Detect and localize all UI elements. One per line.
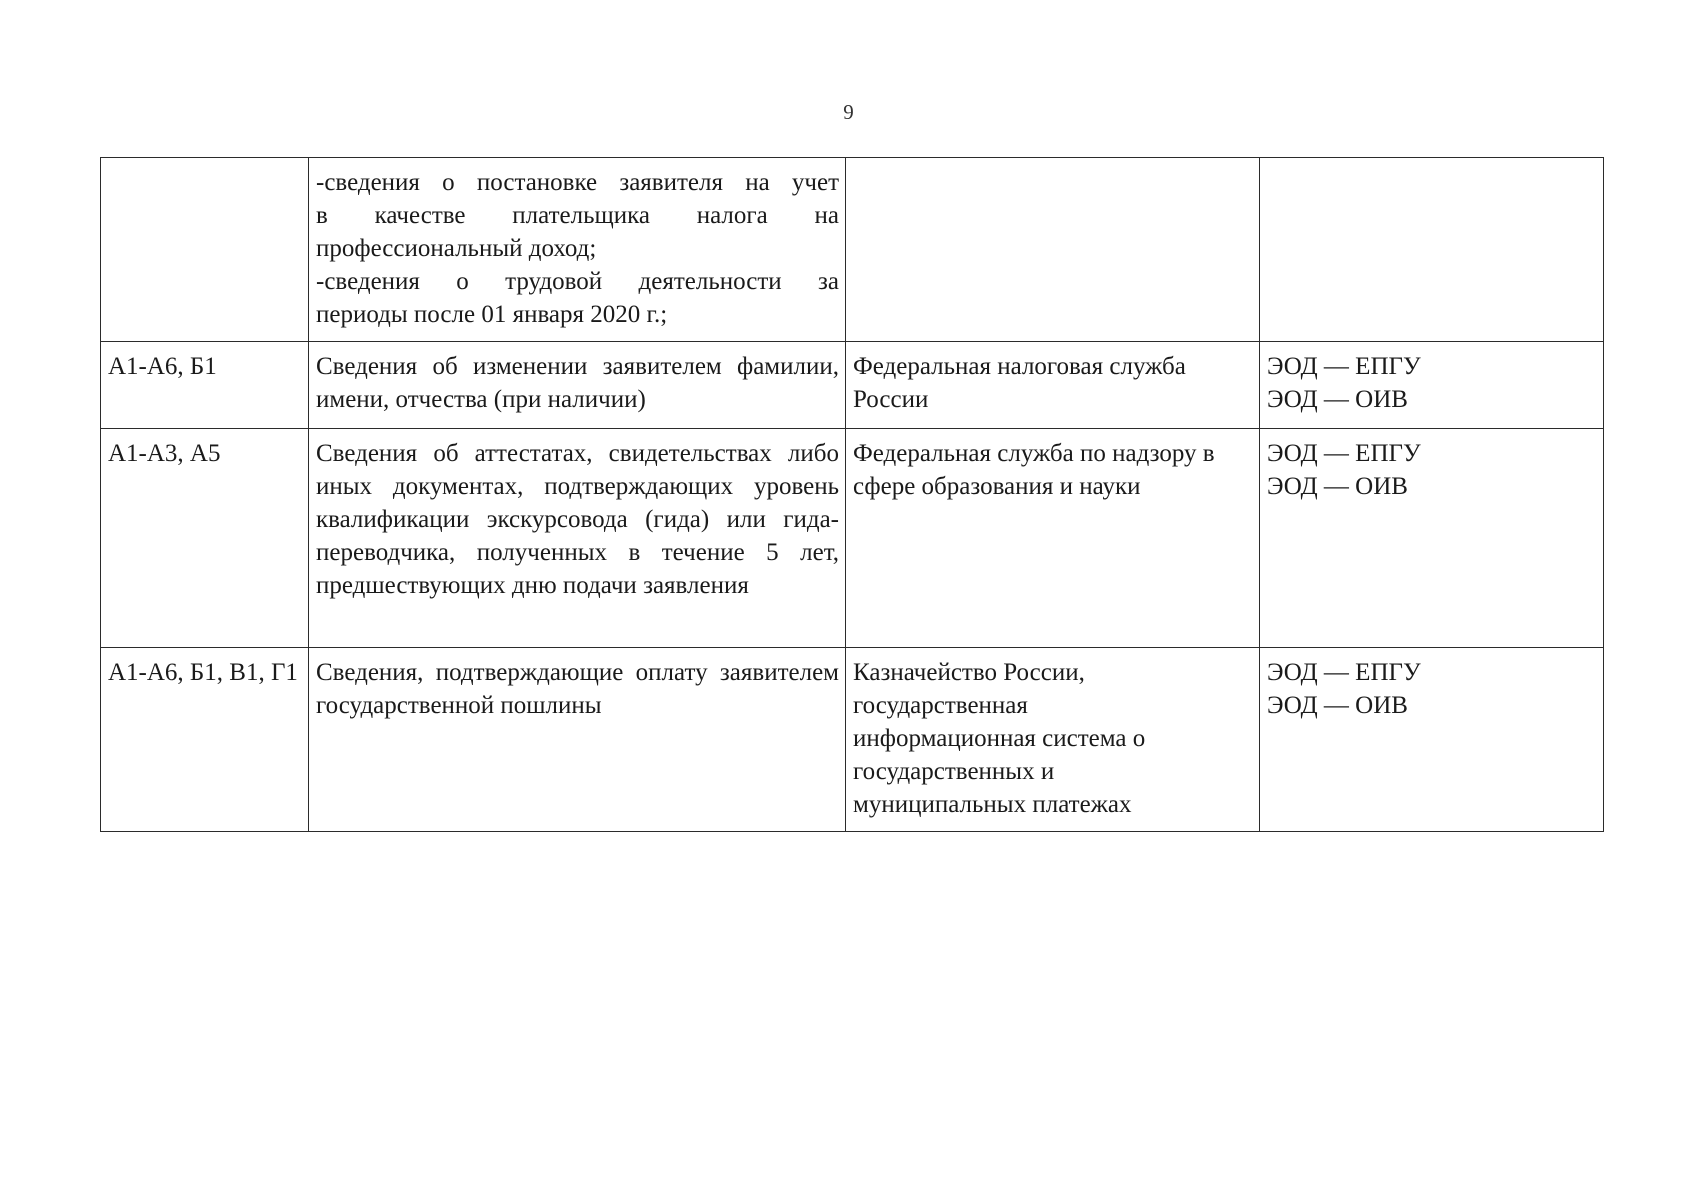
info-line: -сведения о трудовой деятельности за: [316, 268, 839, 295]
method-line: ЭОД — ЕПГУ: [1267, 659, 1421, 686]
method-line: ЭОД — ОИВ: [1267, 386, 1408, 413]
info-cell: Сведения об аттестатах, свидетельствах либо иных документах, подтверждающих уровень квалификации экскурсовода (гида) или гида-переводчика, полученных в течение 5 лет, предшествующих дню подачи заявления: [309, 429, 846, 648]
documents-table: [100, 157, 1604, 832]
info-cell: Сведения, подтверждающие оплату заявителем государственной пошлины: [309, 648, 846, 832]
info-line: периоды после 01 января 2020 г.;: [316, 301, 668, 328]
codes-cell: А1-А6, Б1, В1, Г1: [101, 648, 309, 832]
source-line: муниципальных платежах: [853, 791, 1132, 818]
source-cell: Федеральная служба по надзору в сфере образования и науки: [846, 429, 1260, 648]
table-row: [101, 158, 1604, 342]
source-cell: Федеральная налоговая служба России: [846, 342, 1260, 429]
method-cell: [1260, 648, 1604, 832]
info-line: в качестве плательщика налога на: [316, 202, 839, 229]
table-row: [101, 648, 1604, 832]
method-cell: [1260, 158, 1604, 342]
codes-cell: А1-А3, А5: [101, 429, 309, 648]
codes-cell: А1-А6, Б1: [101, 342, 309, 429]
method-cell: [1260, 342, 1604, 429]
table-row: [101, 429, 1604, 648]
method-cell: [1260, 429, 1604, 648]
source-line: информационная система о: [853, 725, 1146, 752]
info-line: профессиональный доход;: [316, 235, 597, 262]
codes-cell: [101, 158, 309, 342]
method-line: ЭОД — ЕПГУ: [1267, 440, 1421, 467]
method-line: ЭОД — ОИВ: [1267, 473, 1408, 500]
page-number: 9: [843, 100, 854, 124]
source-cell: [846, 158, 1260, 342]
info-cell: Сведения об изменении заявителем фамилии, имени, отчества (при наличии): [309, 342, 846, 429]
method-line: ЭОД — ЕПГУ: [1267, 353, 1421, 380]
info-line: -сведения о постановке заявителя на учет: [316, 169, 839, 196]
info-cell: [309, 158, 846, 342]
source-line: государственная: [853, 692, 1028, 719]
source-line: государственных и: [853, 758, 1055, 785]
source-cell: [846, 648, 1260, 832]
method-line: ЭОД — ОИВ: [1267, 692, 1408, 719]
table-row: [101, 342, 1604, 429]
source-line: Казначейство России,: [853, 659, 1085, 686]
